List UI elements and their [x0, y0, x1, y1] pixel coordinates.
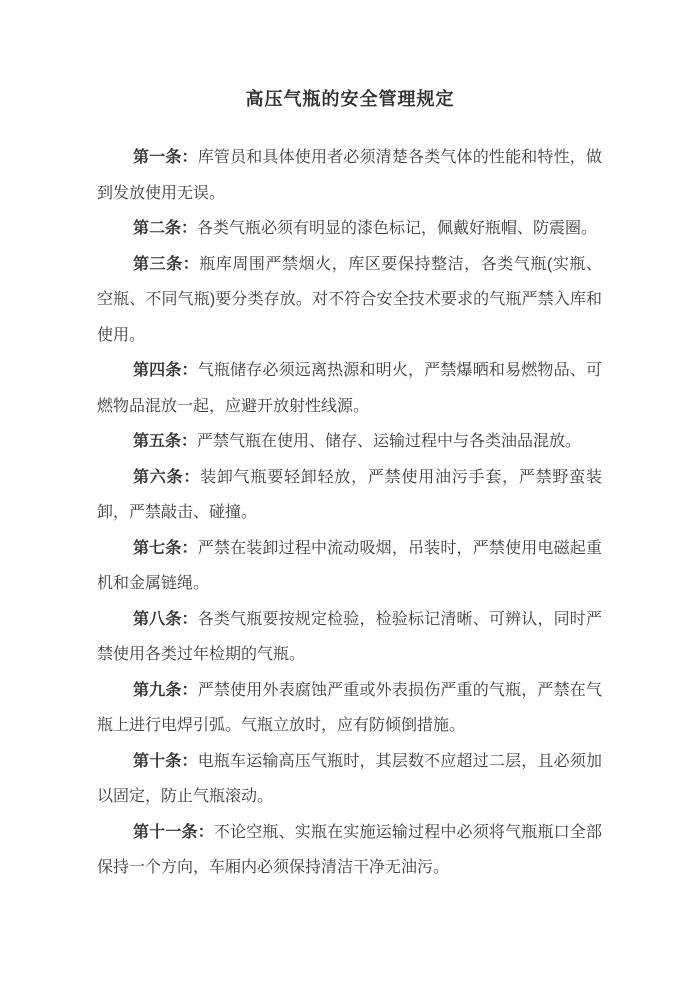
article-paragraph-9 [97, 673, 602, 744]
article-text: 瓶库周围严禁烟火，库区要保持整洁，各类气瓶(实瓶、空瓶、不同气瓶)要分类存放。对不符合安全技术要求的气瓶严禁入库和使用。 [97, 255, 602, 344]
article-label: 第十一条 [133, 823, 198, 841]
article-text: 电瓶车运输高压气瓶时，其层数不应超过二层，且必须加以固定，防止气瓶滚动。 [97, 752, 602, 805]
article-text: 各类气瓶要按规定检验，检验标记清晰、可辨认，同时严禁使用各类过年检期的气瓶。 [97, 610, 602, 663]
article-colon: ： [181, 610, 198, 628]
article-paragraph-2 [97, 211, 602, 247]
document-body [97, 140, 602, 886]
article-label: 第三条 [133, 255, 183, 273]
article-paragraph-10 [97, 744, 602, 815]
article-text: 装卸气瓶要轻卸轻放，严禁使用油污手套，严禁野蛮装卸，严禁敲击、碰撞。 [97, 468, 602, 521]
article-text: 库管员和具体使用者必须清楚各类气体的性能和特性，做到发放使用无误。 [97, 149, 602, 202]
article-label: 第一条 [133, 149, 182, 166]
article-text: 气瓶储存必须远离热源和明火，严禁爆晒和易燃物品、可燃物品混放一起，应避开放射性线源。 [97, 362, 602, 415]
article-colon: ： [181, 149, 198, 166]
article-paragraph-4 [97, 353, 602, 424]
article-colon: ： [181, 752, 198, 770]
article-label: 第四条 [133, 362, 182, 379]
article-text: 严禁气瓶在使用、储存、运输过程中与各类油品混放。 [197, 433, 582, 450]
article-label: 第六条 [133, 468, 184, 486]
article-paragraph-5 [97, 424, 602, 460]
article-text: 各类气瓶必须有明显的漆色标记，佩戴好瓶帽、防震圈。 [197, 220, 598, 237]
article-label: 第九条 [133, 681, 182, 699]
article-label: 第七条 [133, 539, 182, 557]
article-colon: ： [181, 681, 198, 699]
article-colon: ： [197, 823, 214, 841]
article-colon: ： [181, 362, 198, 379]
article-paragraph-6 [97, 460, 602, 531]
article-colon: ： [181, 220, 198, 237]
article-label: 第五条 [133, 433, 182, 450]
article-paragraph-11 [97, 815, 602, 886]
article-colon: ： [183, 468, 201, 486]
article-text: 严禁使用外表腐蚀严重或外表损伤严重的气瓶，严禁在气瓶上进行电焊引弧。气瓶立放时，应有防倾倒措施。 [97, 681, 602, 734]
article-colon: ： [182, 255, 200, 273]
article-colon: ： [181, 539, 198, 557]
article-label: 第二条 [133, 220, 182, 237]
article-text: 不论空瓶、实瓶在实施运输过程中必须将气瓶瓶口全部保持一个方向，车厢内必须保持清洁干净无油污。 [97, 823, 602, 876]
article-paragraph-8 [97, 602, 602, 673]
article-label: 第十条 [133, 752, 182, 770]
page-title: 高压气瓶的安全管理规定 [245, 89, 455, 109]
article-colon: ： [181, 433, 198, 450]
article-paragraph-7 [97, 531, 602, 602]
article-paragraph-3 [97, 247, 602, 354]
article-paragraph-1 [97, 140, 602, 211]
article-label: 第八条 [133, 610, 182, 628]
article-text: 严禁在装卸过程中流动吸烟，吊装时，严禁使用电磁起重机和金属链绳。 [97, 539, 602, 592]
